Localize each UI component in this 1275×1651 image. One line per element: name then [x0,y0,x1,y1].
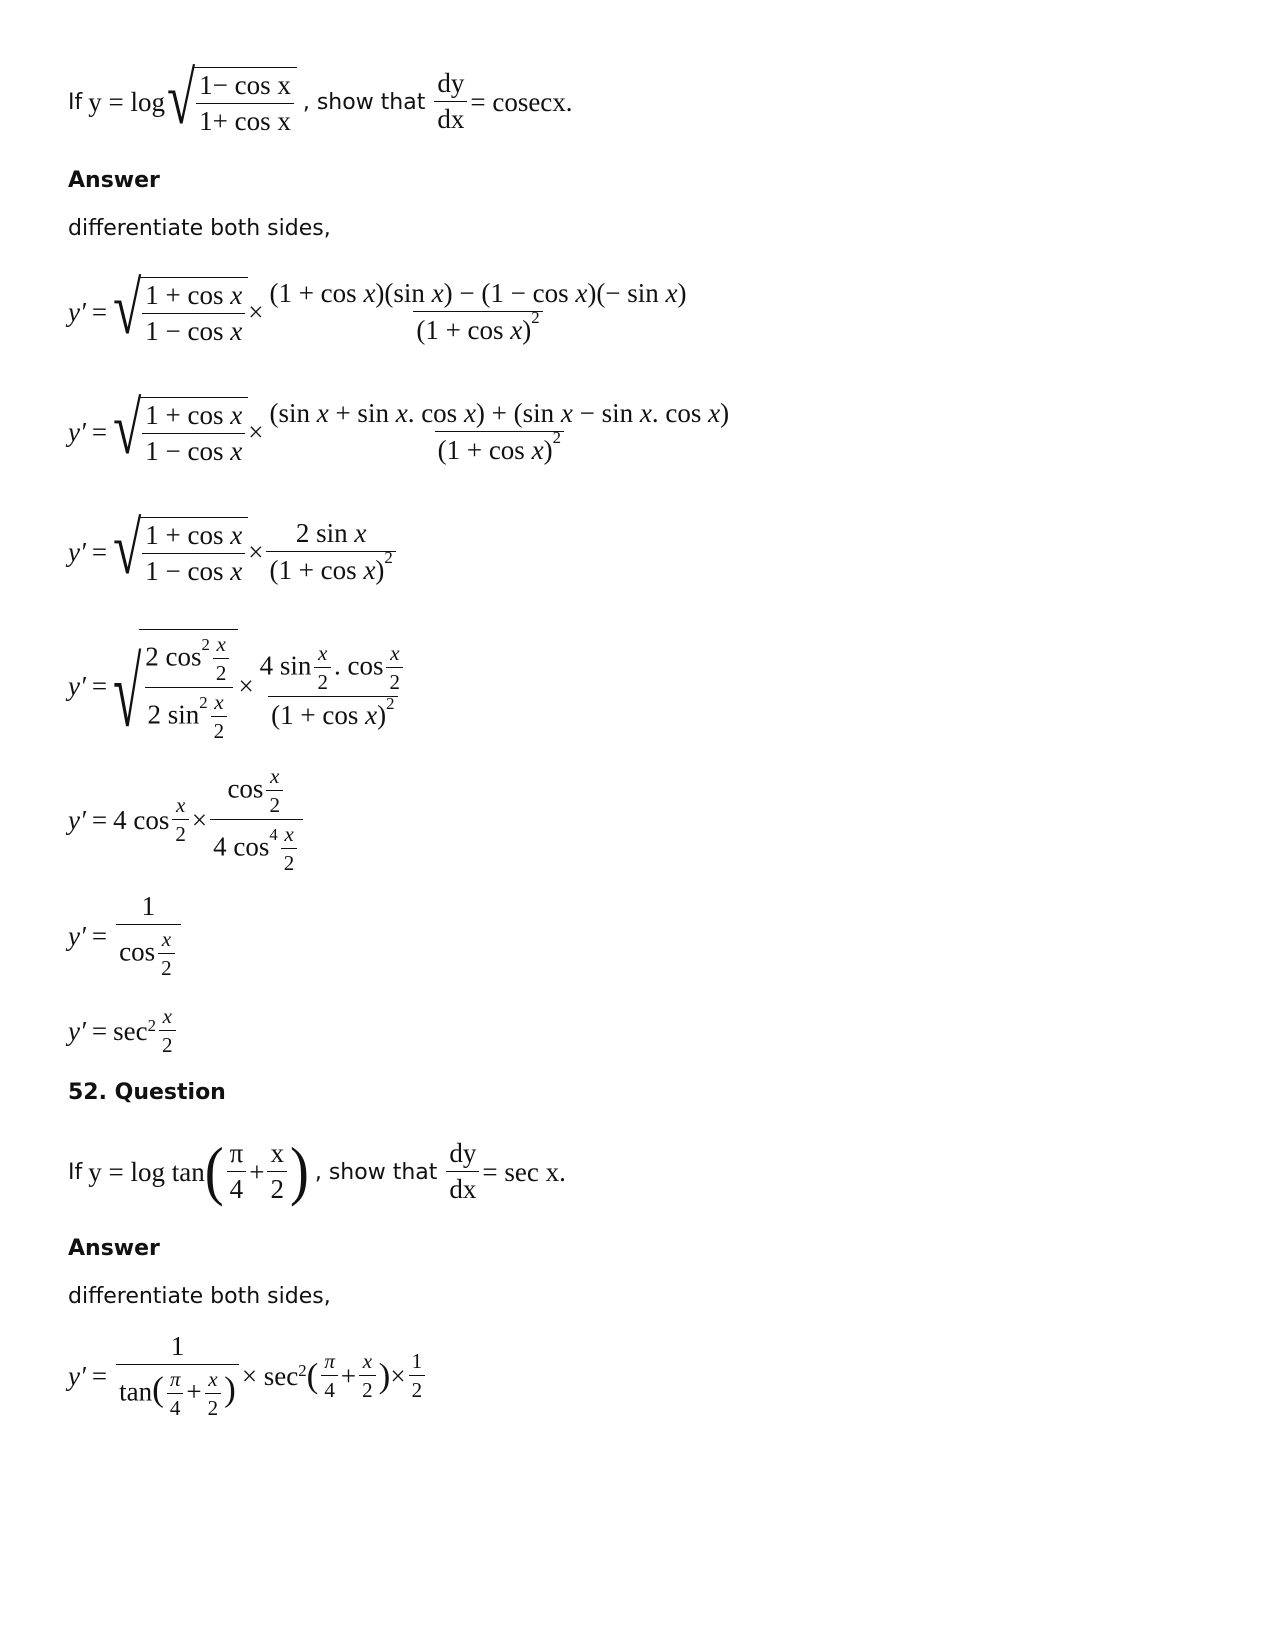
q52-problem-lhs: y = log tan [88,1156,205,1187]
q52-answer-heading: Answer [68,1236,160,1261]
q52-problem-rhs: = sec x. [482,1156,566,1187]
q51-problem [68,58,573,146]
q52-step-1: y′ = 1 tan( $\frac{\pi}{4}$ + $\frac{x}{2}$ ) × sec 2 ( $\frac{\pi}{4}$ + $\frac{x}{2}$ ) × $\frac{1}{2}$ [68,1328,428,1424]
q51-problem-lhs: y = log [88,86,165,117]
q51-step-1: y′ = √ $\frac{\text{1 + cos x}}{\text{1 − cos x}}$ × $\frac{\text{(1 + cos x)(sin x) − (1 − cos x)(− sin x)}}{(1 + \cos x)^2}$ [68,267,687,351]
q51-intro: differentiate both sides, [68,216,331,241]
q51-answer-heading: Answer [68,168,160,193]
q51-problem-rhs: = cosecx. [470,86,573,117]
q51-step-3: y′ = √ $\frac{\text{1 + cos x}}{\text{1 − cos x}}$ × $\frac{\text{2 sin x}}{(1 + \cos x)^2}$ [68,502,399,602]
q52-intro: differentiate both sides, [68,1284,331,1309]
q52-dy-dx: $\frac{dy}{dx}$ [446,1139,479,1204]
q51-step-2: y′ = √ $\frac{\text{1 + cos x}}{\text{1 − cos x}}$ × $\frac{\text{(sin x + sin x. cos x) + (sin x − sin x. cos x)}}{(1 + \cos x)^2}$ [68,387,730,471]
q52-heading: 52. Question [68,1080,226,1105]
q51-step-7: y′ = sec 2 $\frac{x}{2}$ [68,998,179,1064]
q51-step-6: y′ = 1 cos $\frac{x}{2}$ [68,892,184,980]
q51-dy-dx: $\frac{dy}{dx}$ [434,69,467,134]
q52-show-that-label: , show that [314,1159,438,1185]
q51-step-4: y′ = √ 2 $\cos^2$ $\frac{x}{2}$ 2 $\sin^2$ $\frac{x}{2}$ × 4 sin $\frac{x}{2}$ . cos $\frac{x}{2}$ $(1 + \cos x)^2$ [68,622,412,750]
q51-if-label: If [68,89,83,115]
q51-show-that-label: , show that [302,89,426,115]
q52-problem: If y = log tan ( $\frac{\pi}{4}$ + $\frac{x}{2}$ ) , show that $\frac{dy}{dx}$ = sec x. [68,1134,566,1208]
q52-if-label: If [68,1159,83,1185]
q51-problem-sqrt: √ $\frac{\text{1− cos x}}{\text{1+ cos x}}$ [167,67,297,136]
q51-step-5: y′ = 4 cos $\frac{x}{2}$ × cos $\frac{x}{2}$ 4 $\cos^4$ $\frac{x}{2}$ [68,770,306,870]
